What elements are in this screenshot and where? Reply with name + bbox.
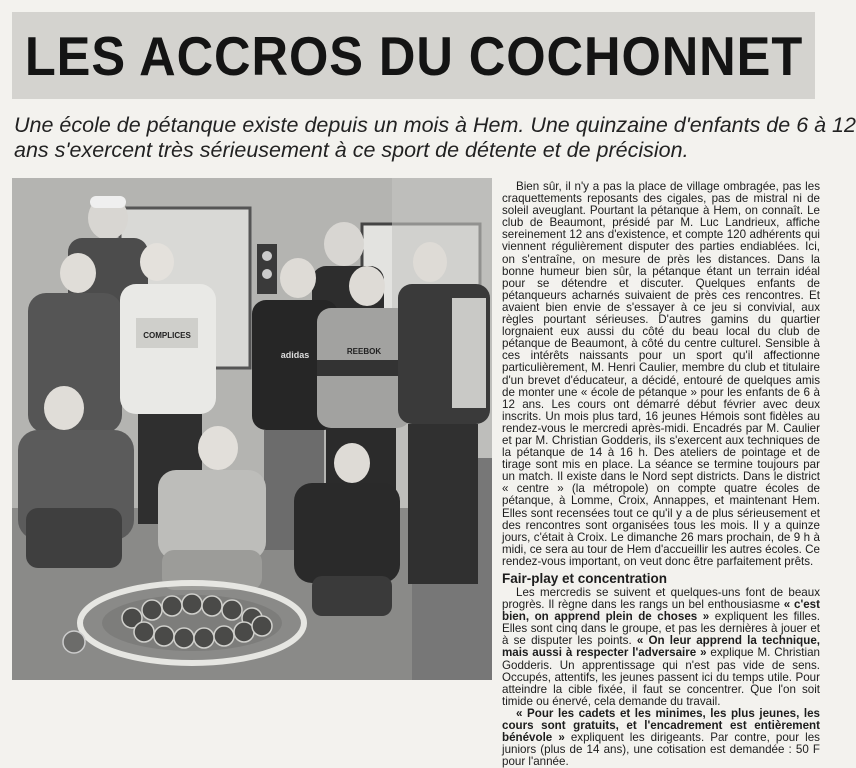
shirt-print-2: REEBOK — [346, 347, 382, 356]
paragraph-3-text: expliquent les dirigeants. Par contre, pour les juniors (plus de 14 ans), une cotisation est demandée : 50 F pour l'année. — [502, 731, 820, 768]
lede-line-2: ans s'exercent très sérieusement à ce sport de détente et de précision. — [14, 138, 689, 162]
paragraph-3-quote: « Pour les cadets et les minimes, les plus jeunes, les cours sont gratuits, et l'encadrement est entièrement bénévole » — [502, 706, 820, 745]
shirt-print-1: adidas — [280, 350, 310, 360]
article-paragraph-3 — [502, 708, 820, 768]
article-subhead: Fair-play et concentration — [502, 571, 668, 586]
paragraph-2-text-c: explique M. Christian Godderis. Un apprentissage qui n'est pas vide de sens. Occupés, attentifs, les jeunes passent ici du temps utile. Pour atteindre la cible fixée, il faut se concentrer. Que l'on soit timide ou énervé, cela demande du travail. — [502, 646, 820, 708]
lede-line-1: Une école de pétanque existe depuis un mois à Hem. Une quinzaine d'enfants de 6 à 12 — [14, 113, 856, 137]
headline: LES ACCROS DU COCHONNET — [24, 24, 803, 87]
paragraph-2-text-b: expliquent les filles. Elles sont cinq dans le groupe, et pas les dernières à jouer et à se disputer les points. — [502, 610, 820, 648]
group-photo — [12, 178, 492, 680]
article-paragraph-2 — [502, 587, 820, 708]
sweater-print: COMPLICES — [143, 331, 191, 340]
photo-illustration — [12, 178, 492, 680]
article-paragraph-1: Bien sûr, il n'y a pas la place de village ombragée, pas les craquettements reposants des cigales, pas de mistral ni de soleil aveuglant. Pourtant la pétanque à Hem, on connaît. Le club de Beaumont, présidé par M. Luc Landrieux, affiche sereinement 12 ans d'existence, et compte 120 adhérents qui viennent régulièrement disputer des parties endiablées. Ici, on s'entraîne, on mesure de près les distances. Dans la bonne humeur bien sûr, la pétanque étant un terrain idéal pour se détendre et discuter. Quelques enfants de pétanqueurs acharnés suivaient de près ces rencontres. Et avaient bien envie de s'essayer à ce jeu si convivial, aux règles pourtant sérieuses. D'autres gamins du quartier lorgnaient eux aussi du côté du beau local du club de pétanque de Beaumont, à côté du centre culturel. Sensible à ces intérêts naissants pour un sport qu'il affectionne particulièrement, M. Henri Caulier, membre du club et titulaire d'un brevet d'éducateur, a décidé, entouré de quelques amis de monter une « école de pétanque » pour les enfants de 6 à 12 ans. Les cours ont démarré début février avec deux inscrits. Un mois plus tard, 16 jeunes Hémois sont fidèles au rendez-vous le mercredi après-midi. Encadrés par M. Caulier et par M. Christian Godderis, ils s'exercent aux techniques de la pétanque de 14 à 16 h. Des ateliers de pointage et de tirage sont mis en place. La séance se termine toujours par un match. Il existe dans le Nord sept districts. Dans le district « centre » (la métropole) on compte quatre écoles de pétanque, à Lomme, Croix, Annappes, et maintenant Hem. Elles sont recensées tout ce qu'il y a de plus sérieusement et des rencontres sont organisées tous les mois. Il y a quinze jours, c'était à Croix. Le dimanche 26 mars prochain, de 9 h à midi, ce sera au tour de Hem d'accueillir les autres écoles. Ce rendez-vous important, on veut donc être parfaitement prêts. — [502, 180, 820, 568]
lede — [14, 113, 856, 163]
paragraph-2-text-a: Les mercredis se suivent et quelques-uns font de beaux progrès. Il règne dans les rangs un bel enthousiasme — [502, 586, 820, 612]
paragraph-2-quote-1: « c'est bien, on apprend plein de choses » — [502, 598, 820, 624]
headline-band — [12, 12, 815, 99]
paragraph-2-quote-2: « On leur apprend la technique, mais aussi à respecter l'adversaire » — [502, 634, 820, 660]
article-body — [502, 180, 820, 768]
